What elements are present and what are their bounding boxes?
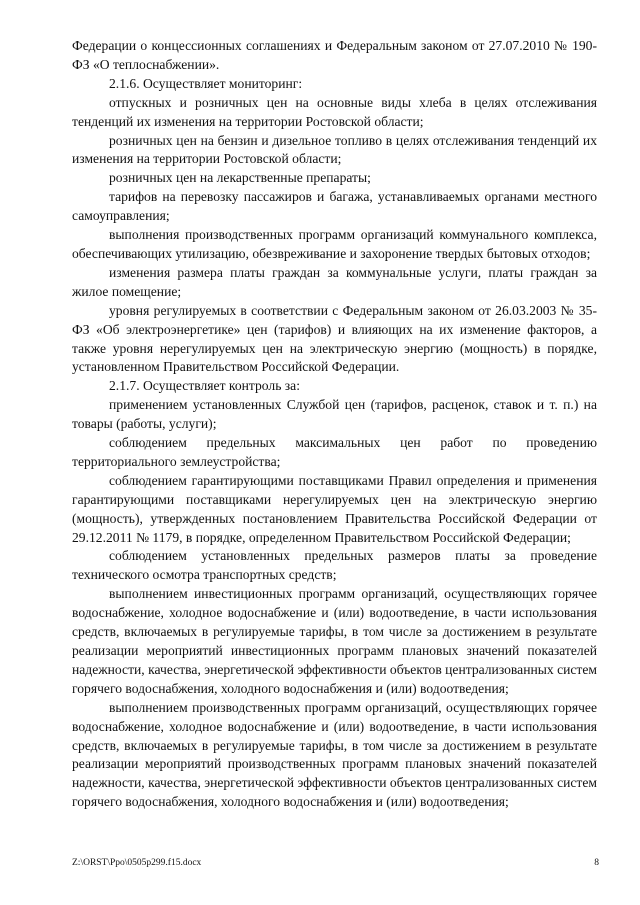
paragraph: розничных цен на бензин и дизельное топливо в целях отслеживания тенденций их изменения на территории Ростовской области; [72,132,597,167]
document-body [72,37,597,812]
paragraph: отпускных и розничных цен на основные виды хлеба в целях отслеживания тенденций их изменения на территории Ростовской области; [72,94,597,129]
paragraph: применением установленных Службой цен (тарифов, расценок, ставок и т. п.) на товары (работы, услуги); [72,397,597,432]
paragraph: Федерации о концессионных соглашениях и Федеральным законом от 27.07.2010 № 190-ФЗ «О теплоснабжении». [72,38,597,72]
page-footer [72,858,599,868]
paragraph: выполнением инвестиционных программ организаций, осуществляющих горячее водоснабжение, холодное водоснабжение и (или) водоотведение, в части использования средств, включаемых в регулируемые тарифы, в том числе за достижением в результате реализации мероприятий инвестиционных программ плановых значений показателей надежности, качества, энергетической эффективности объектов централизованных систем горячего водоснабжения, холодного водоснабжения и (или) водоотведения; [72,586,597,696]
paragraph: выполнением производственных программ организаций, осуществляющих горячее водоснабжение, холодное водоснабжение и (или) водоотведение, в части использования средств, включаемых в регулируемые тарифы, в том числе за достижением в результате реализации мероприятий производственных программ плановых значений показателей надежности, качества, энергетической эффективности объектов централизованных систем горячего водоснабжения, холодного водоснабжения и (или) водоотведения; [72,699,597,810]
paragraph: соблюдением установленных предельных размеров платы за проведение технического осмотра транспортных средств; [72,548,597,583]
paragraph: уровня регулируемых в соответствии с Федеральным законом от 26.03.2003 № 35-ФЗ «Об электроэнергетике» цен (тарифов) и влияющих на их изменение факторов, а также уровня нерегулируемых цен на электрическую энергию (мощность) в порядке, установленном Правительством Российской Федерации. [72,302,597,375]
paragraph: соблюдением предельных максимальных цен работ по проведению территориального землеустройства; [72,435,597,469]
paragraph: выполнения производственных программ организаций коммунального комплекса, обеспечивающих утилизацию, обезвреживание и захоронение твердых бытовых отходов; [72,227,597,261]
section-heading: 2.1.7. Осуществляет контроль за: [109,378,300,394]
paragraph: тарифов на перевозку пассажиров и багажа, устанавливаемых органами местного самоуправления; [72,189,597,224]
paragraph: соблюдением гарантирующими поставщиками Правил определения и применения гарантирующими поставщиками нерегулируемых цен на электрическую энергию (мощность), утвержденных постановлением Правительства Российской Федерации от 29.12.2011 № 1179, в порядке, определенном Правительством Российской Федерации; [72,472,597,545]
section-heading: 2.1.6. Осуществляет мониторинг: [109,75,303,91]
page-number: 8 [594,858,599,868]
paragraph: розничных цен на лекарственные препараты; [109,170,371,186]
file-path: Z:\ORST\Ppo\0505p299.f15.docx [72,858,202,868]
paragraph: изменения размера платы граждан за коммунальные услуги, платы граждан за жилое помещение; [72,264,597,299]
